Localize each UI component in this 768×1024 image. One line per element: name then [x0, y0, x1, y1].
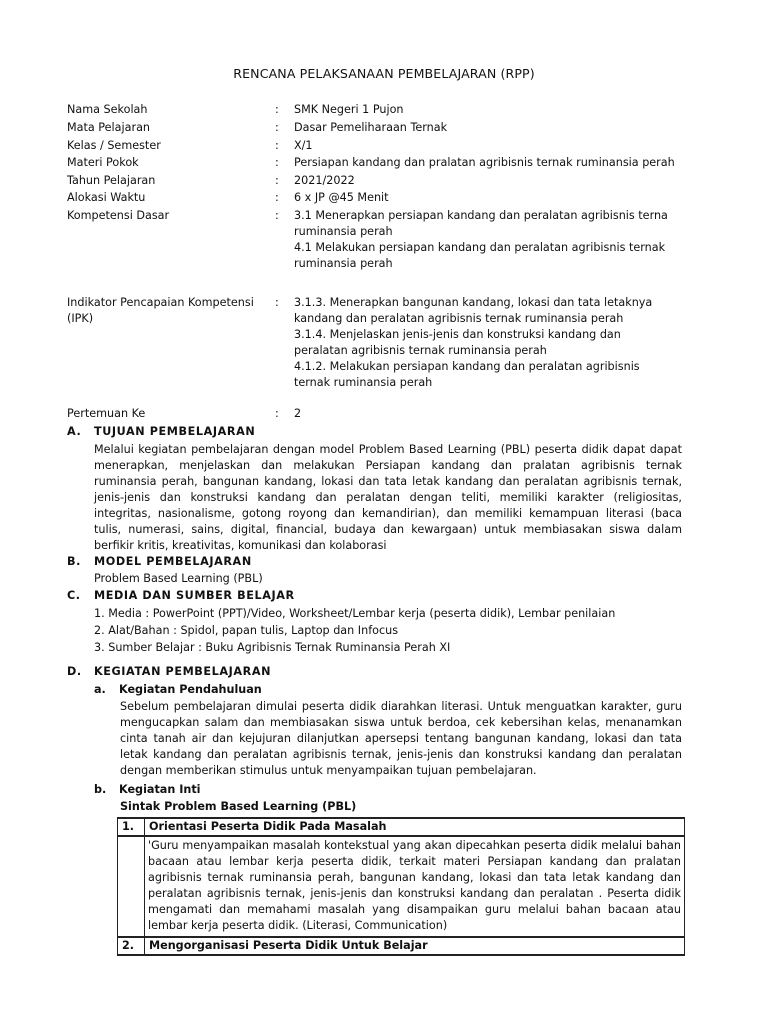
media-item: 2. Alat/Bahan : Spidol, papan tulis, Laptop dan Infocus [94, 624, 399, 637]
info-label: Nama Sekolah [67, 103, 148, 116]
info-colon: : [275, 296, 279, 309]
introduction-paragraph: Sebelum pembelajaran dimulai peserta didik diarahkan literasi. Untuk menguatkan karakter, guru mengucapkan salam dan membiasakan siswa untuk berdoa, cek kebersihan kelas, menanamkan cinta tanah air dan kejujuran dilanjutkan apersepsi tentang bangunan kandang, lokasi dan tata letak kandang dan peralatan agribisnis ternak, jenis-jenis dan konstruksi kandang dan peralatan dengan memberikan stimulus untuk menyampaikan tujuan pembelajaran. [120, 700, 682, 777]
info-label: Mata Pelajaran [67, 121, 151, 134]
info-value: 3.1.3. Menerapkan bangunan kandang, lokasi dan tata letaknya kandang dan peralatan agribisnis ternak ruminansia perah 3.1.4. Menjelaskan jenis-jenis dan konstruksi kandang dan peralatan agribisnis ternak ruminansia perah 4.1.2. Melakukan persiapan kandang dan peralatan agribisnis ternak ruminansia perah [294, 296, 653, 389]
section-heading-media: C. MEDIA DAN SUMBER BELAJAR [67, 589, 295, 602]
info-colon: : [275, 156, 279, 169]
subsection-heading-core: b. Kegiatan Inti [94, 783, 201, 796]
table-row [118, 836, 685, 937]
info-value: Persiapan kandang dan pralatan agribisnis ternak ruminansia perah [294, 156, 675, 169]
info-label: Kompetensi Dasar [67, 209, 170, 222]
info-value: 2021/2022 [294, 174, 355, 187]
info-colon: : [275, 209, 279, 222]
info-value: SMK Negeri 1 Pujon [294, 103, 404, 116]
section-heading-objectives: A. TUJUAN PEMBELAJARAN [67, 425, 256, 438]
info-label: Pertemuan Ke [67, 407, 146, 420]
section-heading-model: B. MODEL PEMBELAJARAN [67, 555, 252, 568]
info-value: X/1 [294, 139, 313, 152]
pbl-syntax-table [117, 817, 685, 956]
info-value: Dasar Pemeliharaan Ternak [294, 121, 448, 134]
info-colon: : [275, 191, 279, 204]
media-item: 3. Sumber Belajar : Buku Agribisnis Ternak Ruminansia Perah XI [94, 641, 451, 654]
objectives-paragraph: Melalui kegiatan pembelajaran dengan model Problem Based Learning (PBL) peserta didik dapat dapat menerapkan, menjelaskan dan melakukan Persiapan kandang dan pralatan agribisnis ternak ruminansia perah, bangunan kandang, lokasi dan tata letak kandang dan peralatan agribisnis ternak, jenis-jenis dan konstruksi kandang dan peralatan dengan teliti, memiliki karakter (religiositas, integritas, nasionalisme, gotong royong dan kemandirian), dan memiliki kemampuan literasi (baca tulis, numerasi, sains, digital, financial, budaya dan kewargaan) untuk membiasakan siswa dalam berfikir kritis, kreativitas, komunikasi dan kolaborasi [94, 443, 682, 552]
info-colon: : [275, 407, 279, 420]
step-number: 2. [118, 937, 145, 955]
step-title: Mengorganisasi Peserta Didik Untuk Belajar [145, 937, 685, 955]
info-colon: : [275, 121, 279, 134]
step-number: 1. [118, 818, 145, 836]
syntax-title: Sintak Problem Based Learning (PBL) [120, 800, 357, 813]
info-label: Indikator Pencapaian Kompetensi (IPK) [67, 296, 254, 325]
info-colon: : [275, 103, 279, 116]
info-value: 3.1 Menerapkan persiapan kandang dan peralatan agribisnis terna ruminansia perah 4.1 Melakukan persiapan kandang dan peralatan agribisnis ternak ruminansia perah [294, 209, 668, 270]
table-row [118, 818, 685, 836]
step-title: Orientasi Peserta Didik Pada Masalah [145, 818, 685, 836]
info-label: Kelas / Semester [67, 139, 161, 152]
media-item: 1. Media : PowerPoint (PPT)/Video, Worksheet/Lembar kerja (peserta didik), Lembar penilaian [94, 607, 616, 620]
info-value: 6 x JP @45 Menit [294, 191, 389, 204]
document-title: RENCANA PELAKSANAAN PEMBELAJARAN (RPP) [233, 66, 535, 81]
info-value: 2 [294, 407, 302, 420]
info-label: Materi Pokok [67, 156, 139, 169]
info-label: Alokasi Waktu [67, 191, 146, 204]
info-colon: : [275, 174, 279, 187]
subsection-heading-introduction: a. Kegiatan Pendahuluan [94, 683, 262, 696]
step-number-empty [118, 836, 145, 937]
info-label: Tahun Pelajaran [67, 174, 156, 187]
section-heading-activities: D. KEGIATAN PEMBELAJARAN [67, 665, 272, 678]
step-description: 'Guru menyampaikan masalah kontekstual yang akan dipecahkan peserta didik melalui bahan bacaan atau lembar kerja peserta didik, terkait materi Persiapan kandang dan pralatan agribisnis ternak ruminansia perah, bangunan kandang, lokasi dan tata letak kandang dan peralatan agribisnis ternak, jenis-jenis dan konstruksi kandang dan peralatan . Peserta didik mengamati dan memahami masalah yang disampaikan guru melalui bahan bacaan atau lembar kerja peserta didik. (Literasi, Communication) [145, 836, 685, 937]
model-text: Problem Based Learning (PBL) [94, 572, 263, 585]
info-colon: : [275, 139, 279, 152]
table-row [118, 937, 685, 955]
